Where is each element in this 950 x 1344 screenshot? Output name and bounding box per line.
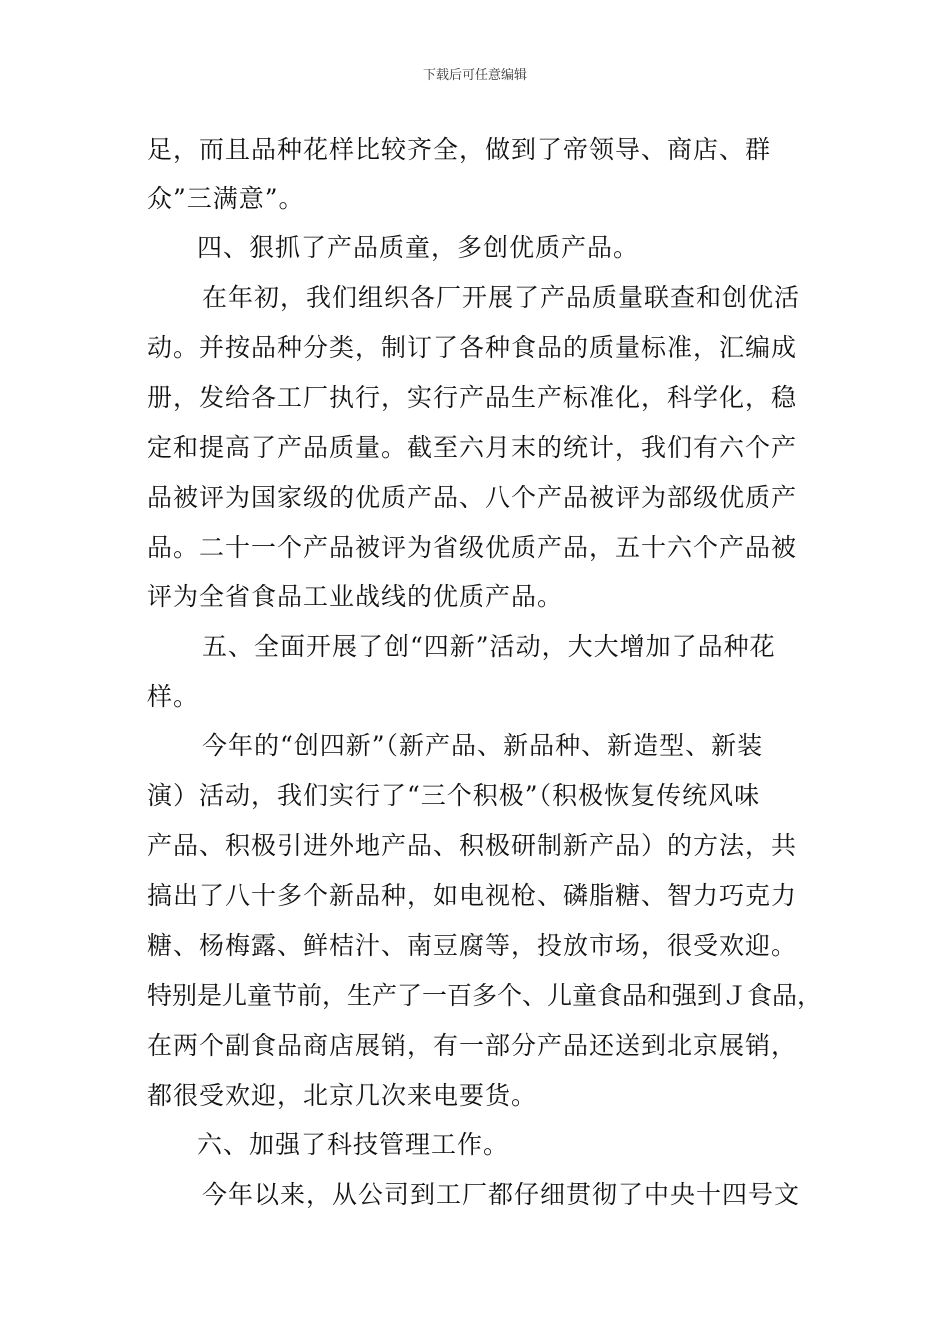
body-line: 在两个副食品商店展销，有一部分产品还送到北京展销， — [147, 1031, 798, 1060]
body-line: 动。并按品种分类，制订了各种食品的质量标准，汇编成 — [147, 333, 798, 362]
body-line: 品被评为国家级的优质产品、八个产品被评为部级优质产 — [147, 483, 798, 512]
body-line: 在年初，我们组织各厂开展了产品质量联查和创优活 — [202, 283, 801, 312]
body-line: 定和提高了产品质量。截至六月末的统计，我们有六个产 — [147, 433, 798, 462]
section-heading: 六、加强了科技管理工作。 — [197, 1130, 510, 1159]
body-line: 搞出了八十多个新品种，如电视枪、磷脂糖、智力巧克力 — [147, 881, 798, 910]
body-line: 册，发给各工厂执行，实行产品生产标准化，科学化，稳 — [147, 383, 798, 412]
section-heading: 四、狠抓了产品质童，多创优质产品。 — [197, 233, 640, 262]
body-line: 糖、杨梅露、鲜桔汁、南豆腐等，投放市场，很受欢迎。 — [147, 931, 798, 960]
body-line: 今年的“创四新”（新产品、新品种、新造型、新装 — [202, 731, 764, 760]
body-line: 足，而且品种花样比较齐全，做到了帝领导、商店、群 — [147, 135, 772, 164]
body-line: 评为全省食品工业战线的优质产品。 — [147, 582, 564, 611]
page-header: 下载后可任意编辑 — [422, 68, 527, 83]
section-heading: 五、全面开展了创“四新”活动，大大增加了品种花 — [202, 632, 776, 661]
body-line: 产品、积极引进外地产品、积极研制新产品）的方法，共 — [147, 831, 798, 860]
body-line: 演）活动，我们实行了“三个积极”（积极恢复传统风味 — [147, 781, 761, 810]
body-line: 特别是儿童节前，生产了一百多个、儿童食品和强到Ｊ食品， — [147, 981, 823, 1010]
body-line: 品。二十一个产品被评为省级优质产品，五十六个产品被 — [147, 533, 798, 562]
body-line: 都很受欢迎，北京几次来电要货。 — [147, 1081, 538, 1110]
body-line: 今年以来，从公司到工厂都仔细贯彻了中央十四号文 — [202, 1180, 801, 1209]
body-line: 众”三满意”。 — [147, 184, 305, 213]
body-line: 样。 — [147, 682, 200, 711]
